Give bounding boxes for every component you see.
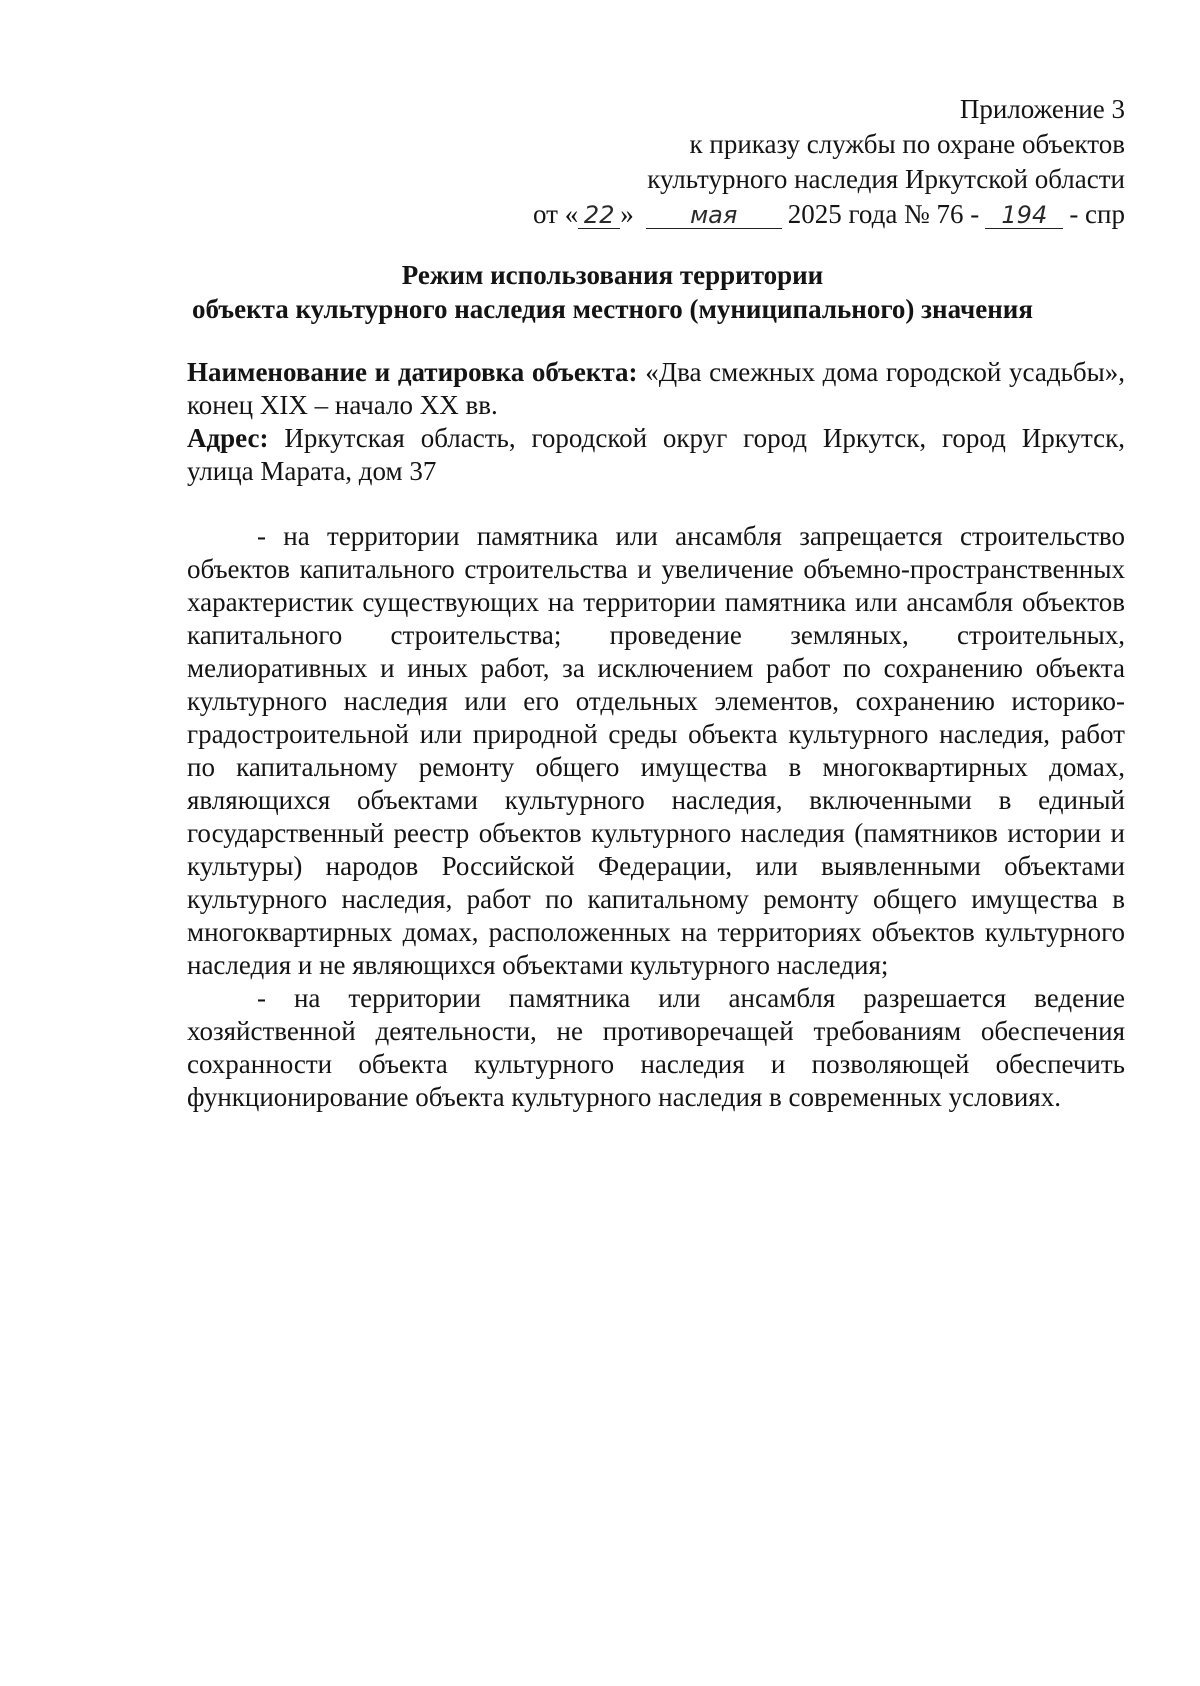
title-line-1: Режим использования территории	[401, 260, 824, 290]
object-name-paragraph	[187, 356, 1125, 422]
order-reference: к приказу службы по охране объектов	[689, 129, 1125, 159]
permission-paragraph: - на территории памятника или ансамбля разрешается ведение хозяйственной деятельности, не противоречащей требованиям обеспечения сохранности объекта культурного наследия и позволяющей обеспечить функционирование объекта культурного наследия в современных условиях.	[187, 983, 1125, 1112]
document-title	[100, 258, 1125, 326]
prohibition-paragraph: - на территории памятника или ансамбля запрещается строительство объектов капитального строительства и увеличение объемно-пространственных характеристик существующих на территории памятника или ансамбля объектов капитального строительства; проведение земляных, строительных, мелиоративных и иных работ, за исключением работ по сохранению объекта культурного наследия или его отдельных элементов, сохранению историко-градостроительной или природной среды объекта культурного наследия, работ по капитальному ремонту общего имущества в многоквартирных домах, являющихся объектами культурного наследия, включенными в единый государственный реестр объектов культурного наследия (памятников истории и культуры) народов Российской Федерации, или выявленными объектами культурного наследия, работ по капитальному ремонту общего имущества в многоквартирных домах, расположенных на территориях объектов культурного наследия и не являющихся объектами культурного наследия;	[187, 521, 1125, 980]
appendix-header	[533, 92, 1125, 232]
appendix-number: Приложение 3	[959, 94, 1125, 124]
handwritten-month: мая	[646, 202, 782, 229]
order-date-line	[533, 197, 1125, 232]
object-name-value: «Два смежных дома городской усадьбы», конец XIX – начало XX вв.	[187, 357, 1126, 420]
title-line-2: объекта культурного наследия местного (муниципального) значения	[192, 294, 1033, 324]
date-quote-close: »	[620, 199, 634, 229]
object-info	[187, 356, 1125, 488]
issuing-authority: культурного наследия Иркутской области	[647, 164, 1125, 194]
object-address-label: Адрес:	[187, 423, 269, 453]
date-prefix: от «	[533, 199, 579, 229]
regime-text	[187, 520, 1125, 1114]
handwritten-order-number: 194	[985, 202, 1063, 229]
object-name-label: Наименование и датировка объекта:	[187, 357, 638, 387]
date-suffix: 2025 года № 76 -	[787, 199, 980, 229]
handwritten-day: 22	[578, 202, 620, 229]
object-address-value: Иркутская область, городской округ город Иркутск, город Иркутск, улица Марата, дом 37	[187, 423, 1126, 486]
object-address-paragraph	[187, 422, 1125, 488]
order-suffix: - спр	[1069, 199, 1125, 229]
